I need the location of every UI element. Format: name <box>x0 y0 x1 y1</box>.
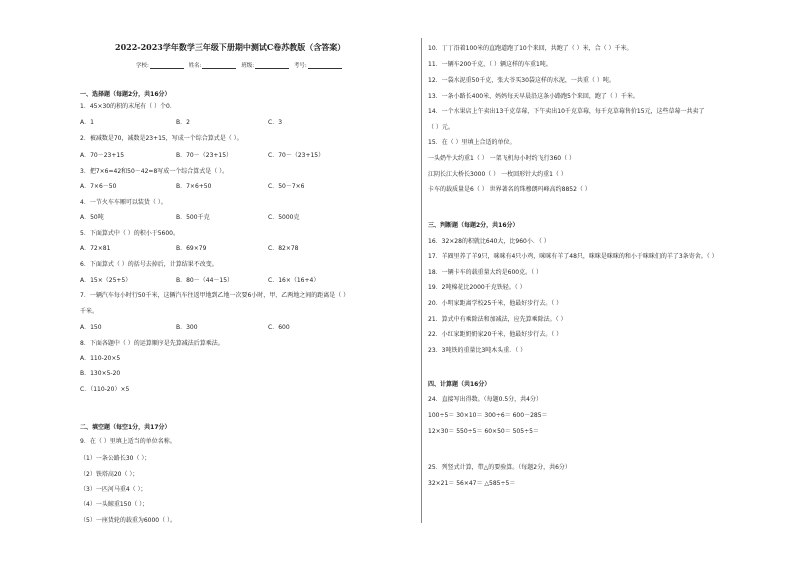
question-line: （ ）元。 <box>428 124 454 131</box>
question-line: B．500千克 <box>176 214 210 221</box>
question-line: 7．一辆汽车每小时行50千米，这辆汽车往返甲地到乙地一次要6小时，甲、乙两地之间的距离是（ ） <box>80 292 350 299</box>
question-line: 32×21＝ 56×47＝ △585÷5＝ <box>428 480 516 487</box>
question-line: B．130×5-20 <box>80 370 121 377</box>
question-line: 8．下面各题中（ ）的运算顺序是先算减法后算乘法。 <box>80 340 224 347</box>
question-line: （2）铁塔高20（ ）； <box>80 471 139 478</box>
section-heading: 一、选择题（每题2分，共16分） <box>80 91 171 98</box>
question-line: C．600 <box>268 324 290 331</box>
question-line: （3）一匹河马重4（ ）； <box>80 486 147 493</box>
question-line: A．150 <box>80 324 102 331</box>
question-line: A．110-20×5 <box>80 355 121 362</box>
question-line: 23．3吨铁的重量比3吨木头重．（ ） <box>428 347 527 354</box>
question-line: 22．小红家距奶奶家20千米，他最好步行去。（ ） <box>428 331 563 338</box>
question-line: 18．一辆卡车的载重量大约是600克。（ ） <box>428 269 542 276</box>
question-line: C．5000克 <box>268 214 300 221</box>
question-line: 12×30＝ 550÷5＝ 60×50＝ 505÷5＝ <box>428 428 539 435</box>
question-line: （1）一条公路长30（ ）； <box>80 455 151 462</box>
question-line: C．50－7×6 <box>268 183 305 190</box>
question-line: A．72×81 <box>80 245 111 252</box>
question-line: C．82×78 <box>268 245 299 252</box>
section-heading: 四、计算题（共16分） <box>428 381 491 388</box>
question-line: 24．直接写出得数。（每题0.5分，共4分） <box>428 396 542 403</box>
section-heading: 二、填空题（每空1分，共17分） <box>80 424 171 431</box>
question-line: B．7×6+50 <box>176 183 212 190</box>
name-field[interactable] <box>202 63 236 69</box>
question-line: 10．丁丁沿着100米的直跑道跑了10个来回，共跑了（ ）米，合（ ）千米。 <box>428 45 633 52</box>
question-line: 100÷5＝ 30×10＝ 300÷6＝ 600－285＝ <box>428 412 548 419</box>
question-line: A．15×（25+5） <box>80 277 132 284</box>
exam-number-field[interactable] <box>308 63 342 69</box>
question-line: 5．下面算式中（ ）的积小于5600。 <box>80 230 179 237</box>
question-line: 6．下面算式（ ）的括号去掉后，计算结果不改变。 <box>80 261 218 268</box>
question-line: A．1 <box>80 119 94 126</box>
question-line: 4．一节火车车厢可以装货（ ）。 <box>80 199 167 206</box>
question-line: B．2 <box>176 119 190 126</box>
question-line: 15．在（ ）里填上合适的单位。 <box>428 139 516 146</box>
question-line: 25．列竖式计算，带△的要验算。（每题2分，共6分） <box>428 464 571 471</box>
question-line: C．（110-20）×5 <box>80 386 130 393</box>
question-line: B．70－（23+15） <box>176 152 233 159</box>
question-line: 16．32×28的积就比640大，比960小．（ ） <box>428 238 550 245</box>
question-line: B．80－（44－15） <box>176 277 234 284</box>
question-line: B．300 <box>176 324 198 331</box>
page-title: 2022-2023学年数学三年级下册期中测试C卷苏教版（含答案） <box>115 42 346 52</box>
exam-number-label: 考号: <box>293 63 307 69</box>
question-line: B．69×79 <box>176 245 207 252</box>
question-line: 14．一个水果店上午卖出13千克草莓，下午卖出10千克草莓，每千克草莓售价15元，这些草莓一共卖了 <box>428 108 705 115</box>
question-line: 20．小明家距离学校25千米，他最好步行去。（ ） <box>428 300 563 307</box>
class-label: 班级: <box>241 63 255 69</box>
question-line: C．3 <box>268 119 283 126</box>
question-line: 一头奶牛大约重1（ ） 一架飞机每小时约飞行360（ ） <box>428 155 575 162</box>
question-line: A．50吨 <box>80 214 104 221</box>
question-line: 2．被减数是70，减数是23+15，写成一个综合算式是（ ）。 <box>80 135 243 142</box>
section-heading: 三、判断题（每题2分，共16分） <box>428 222 519 229</box>
question-line: A．7×6－50 <box>80 183 117 190</box>
school-field[interactable] <box>150 63 184 69</box>
question-line: 19．2吨棉花比2000千克铁轻。（ ） <box>428 284 526 291</box>
question-line: 21．算式中有乘除法和加减法，应先算乘除法。（ ） <box>428 316 567 323</box>
question-line: C．70－（23+15） <box>268 152 325 159</box>
question-line: 9．在（ ）里填上适当的单位名称。 <box>80 438 176 445</box>
question-line: A．70－23+15 <box>80 152 125 159</box>
question-line: （5）一座货轮的载重为6000（ ）。 <box>80 517 176 524</box>
question-line: （4）一头鲸重150（ ）； <box>80 501 149 508</box>
question-line: 卡车的载质量是6（ ） 世界著名的珠穆朗玛峰高约8852（ ） <box>428 186 591 193</box>
name-label: 姓名: <box>188 63 202 69</box>
question-line: 12．一袋水泥重50千克，张大爷买30袋这样的水泥，一共重（ ）吨。 <box>428 77 615 84</box>
class-field[interactable] <box>255 63 289 69</box>
question-line: 江阴长江大桥长3000（ ） 一枚回形针大约重1（ ） <box>428 171 567 178</box>
question-line: C．16×（16+4） <box>268 277 320 284</box>
student-info-row <box>136 61 345 69</box>
column-divider <box>421 38 422 523</box>
question-line: 3．把7×6=42和50－42=8写成一个综合算式是（ ）。 <box>80 168 229 175</box>
question-line: 1．45×30的积的末尾有（ ）个0． <box>80 103 176 110</box>
question-line: 13．一条小路长400米，妈妈每天早晨沿这条小路跑5个来回，跑了（ ）千米。 <box>428 93 639 100</box>
question-line: 千米。 <box>80 308 99 315</box>
question-line: 11．一辆车200千克，（ ）辆这样的车重1吨。 <box>428 61 552 68</box>
question-line: 17．羊圈里养了羊9只，咪咪有4只小鸡，咪咪有羊了48只，咪咪是咪咪的和小于咪咪们的羊了3条寄舍。（ ） <box>428 253 718 260</box>
school-label: 学校: <box>136 63 149 69</box>
